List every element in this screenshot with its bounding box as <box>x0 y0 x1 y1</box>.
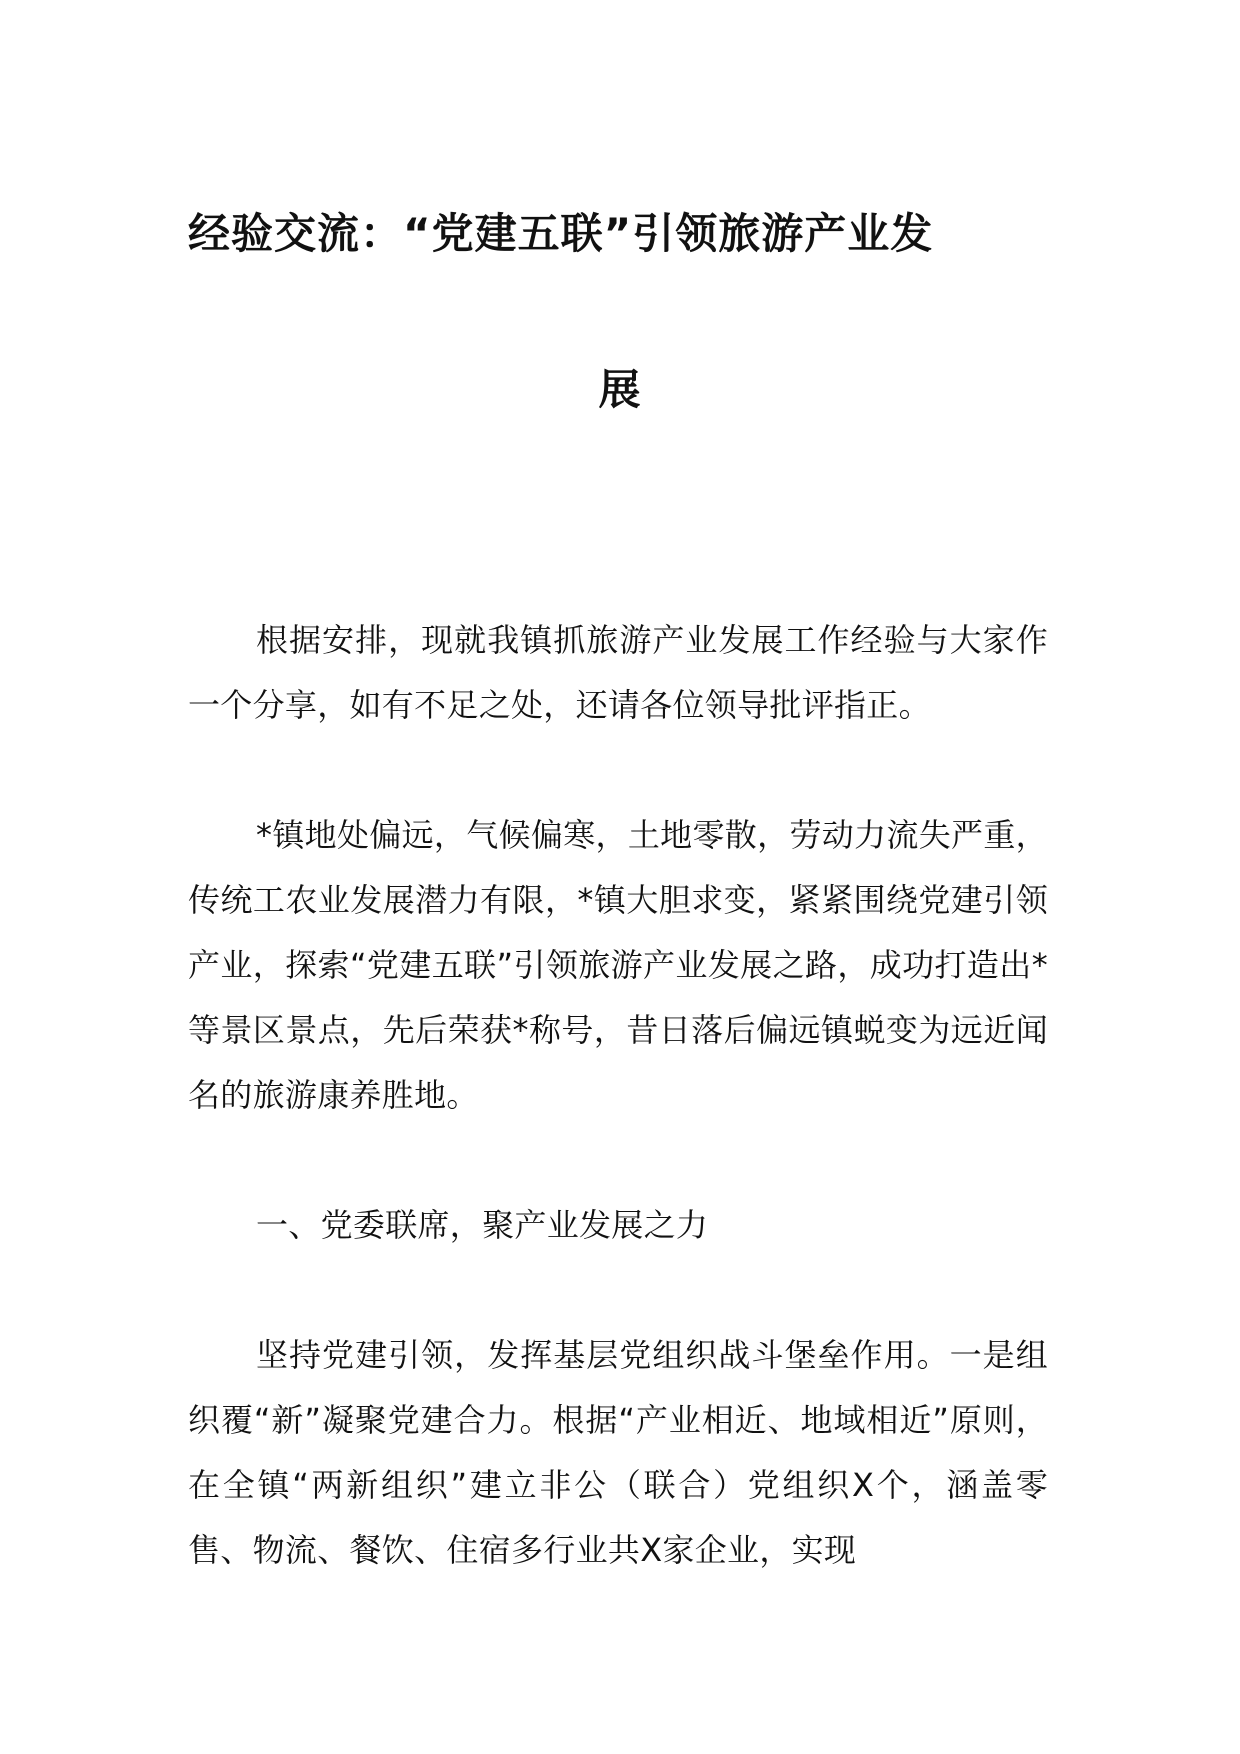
paragraph-section-1-body: 坚持党建引领，发挥基层党组织战斗堡垒作用。一是组织覆“新”凝聚党建合力。根据“产业相近、地域相近”原则，在全镇“两新组织”建立非公（联合）党组织X个，涵盖零售、物流、餐饮、住宿多行业共X家企业，实现 <box>188 1336 1048 1569</box>
paragraph-intro: 根据安排，现就我镇抓旅游产业发展工作经验与大家作一个分享，如有不足之处，还请各位领导批评指正。 <box>188 621 1048 724</box>
section-heading-1: 一、党委联席，聚产业发展之力 <box>256 1206 709 1244</box>
paragraph-background: *镇地处偏远，气候偏寒，土地零散，劳动力流失严重，传统工农业发展潜力有限，*镇大胆求变，紧紧围绕党建引领产业，探索“党建五联”引领旅游产业发展之路，成功打造出*等景区景点，先后荣获*称号，昔日落后偏远镇蜕变为远近闻名的旅游康养胜地。 <box>188 816 1048 1114</box>
document-title-line-2: 展 <box>598 365 642 414</box>
document-title-line-1: 经验交流：“党建五联”引领旅游产业发 <box>188 209 934 258</box>
